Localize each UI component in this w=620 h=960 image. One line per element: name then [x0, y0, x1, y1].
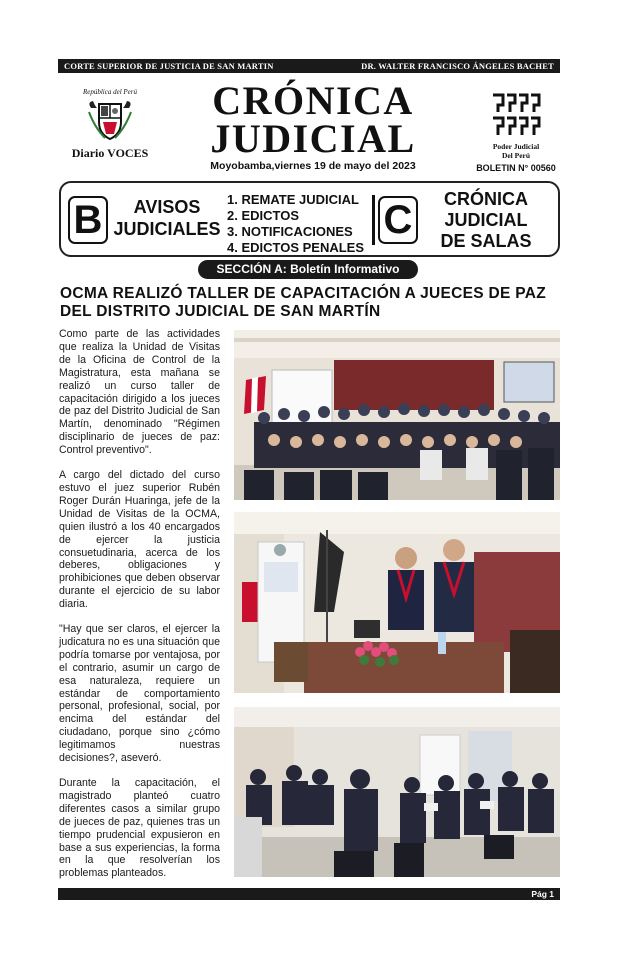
poder-judicial-logo-icon	[490, 92, 542, 138]
list-item: 4. EDICTOS PENALES	[227, 240, 365, 255]
boletin-number: BOLETIN N° 00560	[476, 163, 556, 173]
section-letter-b: B	[68, 196, 108, 244]
president-name: DR. WALTER FRANCISCO ÁNGELES BACHET	[361, 61, 554, 71]
masthead-title-line1: CRÓNICA	[212, 78, 414, 123]
seal-arc-text: República del Perú	[82, 88, 138, 96]
list-item: 1. REMATE JUDICIAL	[227, 192, 359, 207]
avisos-line1: AVISOS	[133, 197, 201, 217]
cronica-line3: DE SALAS	[440, 231, 532, 251]
section-letter-c: C	[378, 196, 418, 244]
sections-box	[59, 181, 560, 257]
poder-judicial-block	[466, 92, 566, 173]
article-paragraph: Durante la capacitación, el magistrado planteó cuatro diferentes casos a similar grupo de jueces de paz, quienes tras un tiempo prudencial expusieron en base a sus experiencias, la forma en la que resolverían los problemas planteados.	[59, 777, 220, 880]
article-headline	[60, 285, 560, 321]
avisos-judiciales-label	[111, 196, 223, 240]
coat-of-arms-icon	[85, 98, 135, 142]
avisos-line2: JUDICIALES	[113, 219, 221, 239]
national-seal	[66, 88, 154, 172]
headline-line2: DEL DISTRITO JUDICIAL DE SAN MARTÍN	[60, 303, 381, 320]
article-paragraph: A cargo del dictado del curso estuvo el juez superior Rubén Roger Durán Huaringa, jefe de la Unidad de Visitas de la OCMA, quien ilustró a los 40 encargados de ejercer la justicia consuetudinaria, acerca de los deberes, obligaciones y prohibiciones que deben observar durante el ejercicio de su labor diaria.	[59, 469, 220, 611]
audience-photo	[234, 707, 560, 877]
dateline: Moyobamba,viernes 19 de mayo del 2023	[210, 160, 416, 172]
cronica-line1: CRÓNICA	[444, 189, 528, 209]
list-item: 3. NOTIFICACIONES	[227, 224, 353, 239]
masthead	[196, 78, 430, 172]
cronica-salas-label	[431, 189, 541, 252]
masthead-title-line2: JUDICIAL	[210, 116, 416, 161]
article-body	[59, 328, 220, 892]
article-paragraph: Como parte de las actividades que realiza la Unidad de Visitas de la Oficina de Control de la Magistratura, esta mañana se realizó un curso taller de capacitación dirigido a los jueces de paz del Distrito Judicial de San Martín, denominado "Régimen disciplinario de jueces de paz: Control preventivo".	[59, 328, 220, 457]
article-paragraph: "Hay que ser claros, el ejercer la judicatura no es una situación que podría tomarse por ventajosa, por el contrario, asumir un cargo de esa naturaleza, requiere un estándar de comportamiento personal, profesional, social, por encima del estándar del ciudadano, porque sino ¿cómo legitimamos nuestras decisiones?, aseveró.	[59, 623, 220, 765]
headline-line1: OCMA REALIZÓ TALLER DE CAPACITACIÓN A JUECES DE PAZ	[60, 285, 547, 302]
page-number: Pág 1	[531, 889, 554, 899]
newspaper-name: Diario VOCES	[71, 146, 149, 160]
list-item: 2. EDICTOS	[227, 208, 300, 223]
poder-judicial-name-line2: Del Perú	[501, 151, 531, 160]
avisos-list	[227, 192, 364, 256]
footer-bar	[58, 888, 560, 900]
group-photo	[234, 330, 560, 500]
top-banner	[58, 59, 560, 73]
section-divider	[372, 195, 375, 245]
cronica-line2: JUDICIAL	[444, 210, 528, 230]
speakers-photo	[234, 512, 560, 693]
poder-judicial-name-line1: Poder Judicial	[492, 142, 540, 151]
section-pill: SECCIÓN A: Boletín Informativo	[198, 260, 418, 279]
court-name: CORTE SUPERIOR DE JUSTICIA DE SAN MARTIN	[64, 61, 274, 71]
